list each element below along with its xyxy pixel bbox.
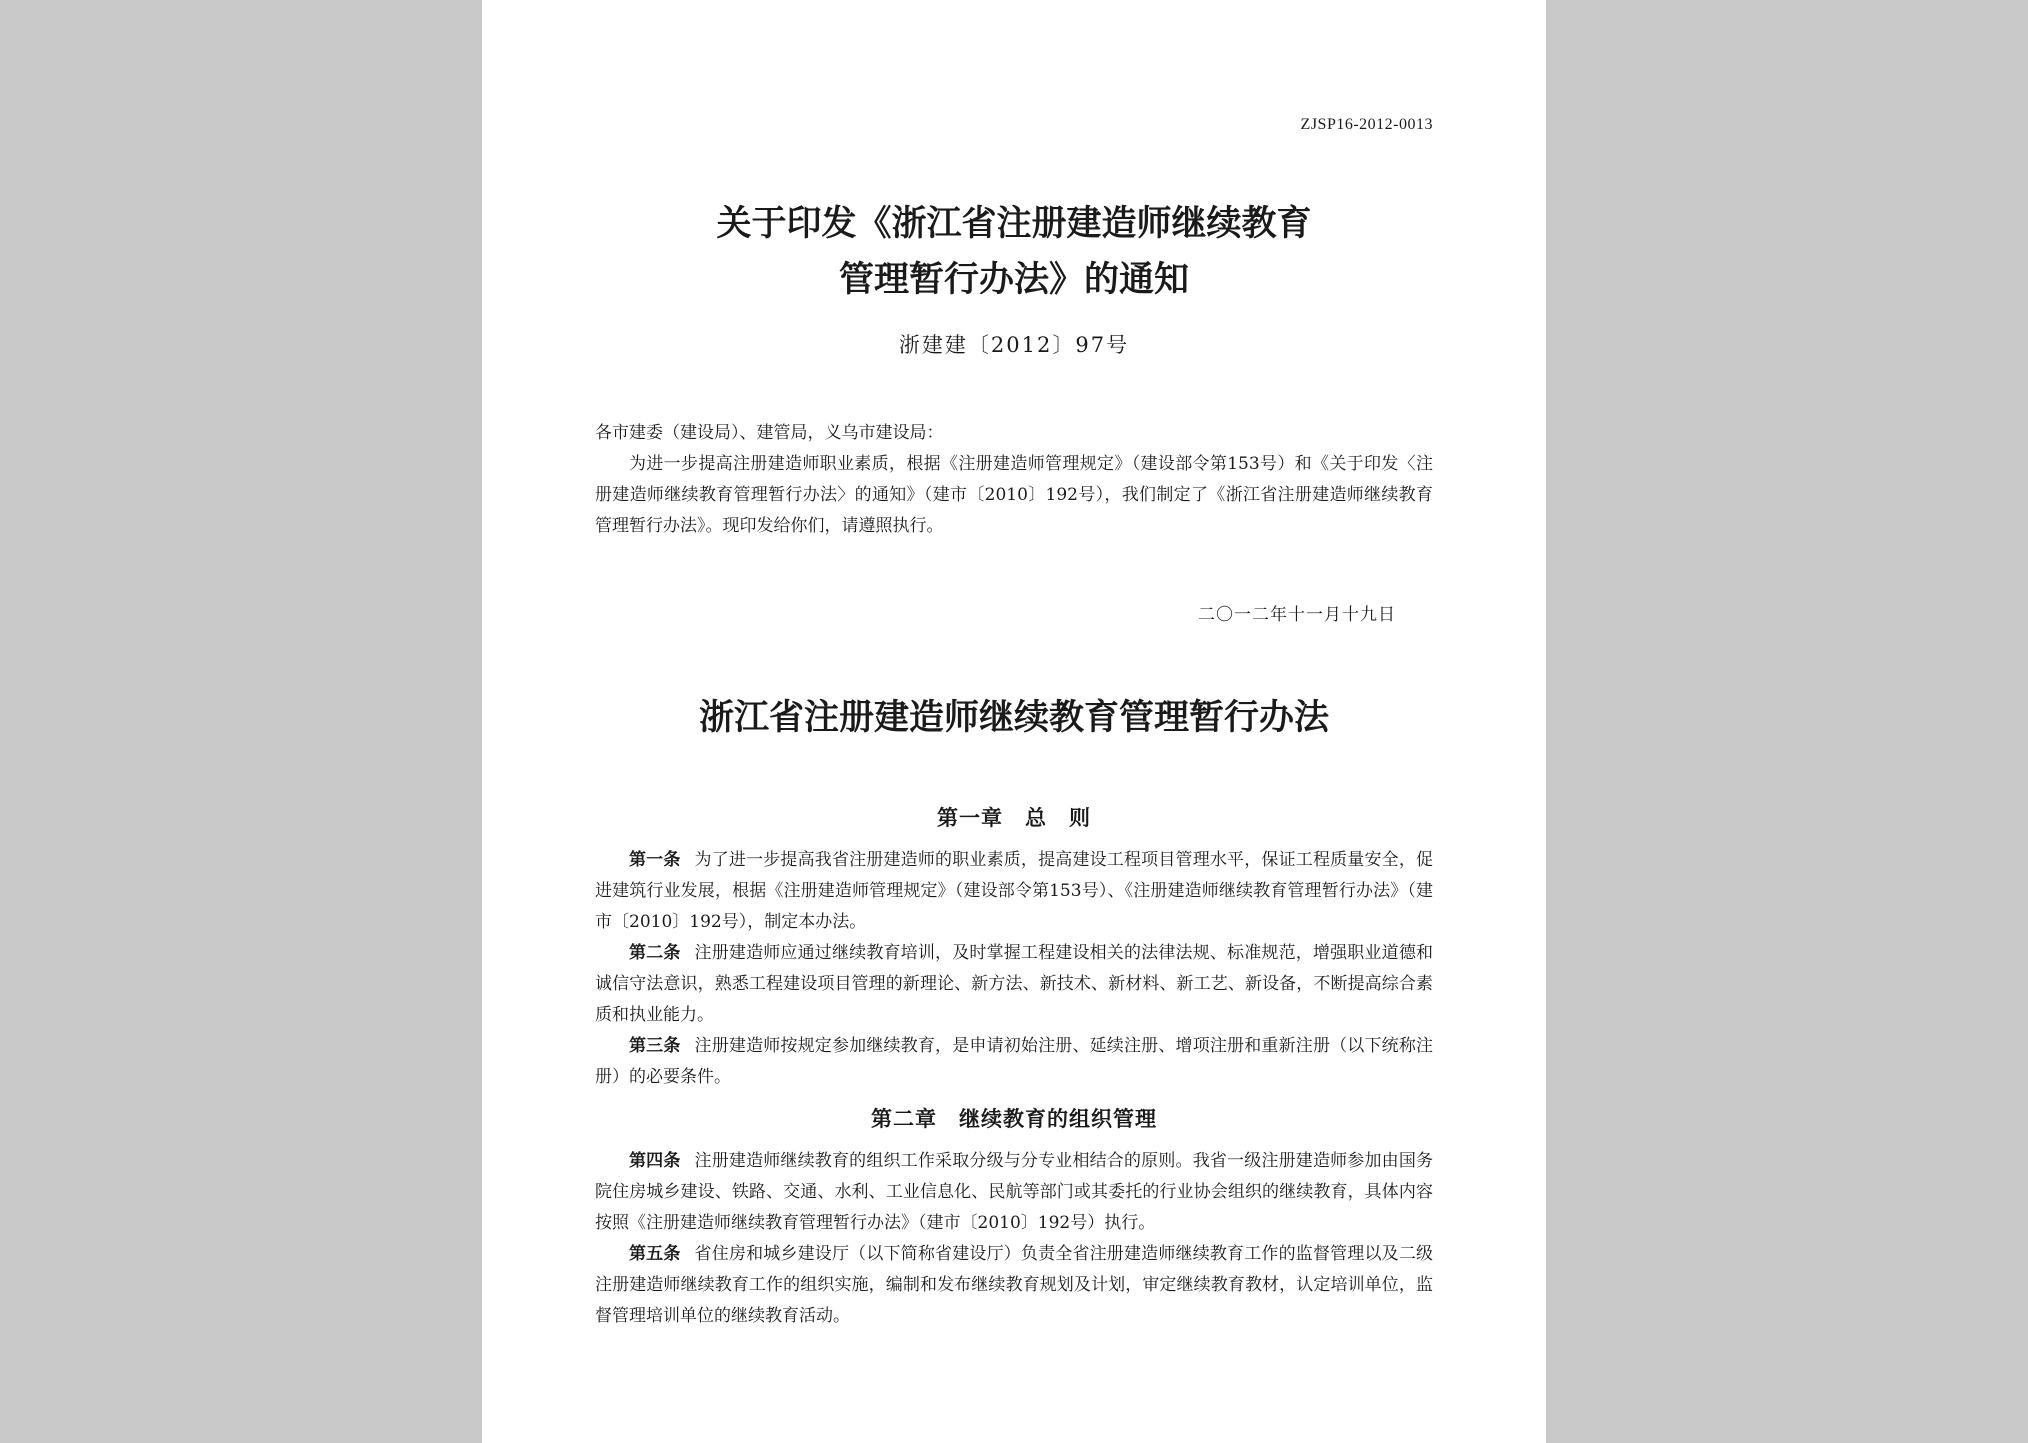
article-text: 注册建造师按规定参加继续教育，是申请初始注册、延续注册、增项注册和重新注册（以下统称注册）的必要条件。 [595,1036,1434,1087]
notice-body [595,418,1433,542]
chapter-heading: 第二章 继续教育的组织管理 [871,1107,1157,1131]
article-label: 第一条 [629,850,681,870]
chapter-1-articles [595,845,1433,1093]
rules-title: 浙江省注册建造师继续教育管理暂行办法 [698,698,1329,738]
document-page [482,0,1546,1443]
notice-title [482,196,1546,308]
article [595,938,1433,1031]
notice-date: 二〇一二年十一月十九日 [1198,605,1396,625]
chapter-heading: 第一章 总 则 [937,806,1091,830]
notice-title-line-2: 管理暂行办法》的通知 [838,260,1189,300]
article-label: 第三条 [629,1036,681,1056]
article [595,1239,1433,1332]
article-label: 第四条 [629,1151,681,1171]
article-label: 第二条 [629,943,681,963]
notice-paragraph: 为进一步提高注册建造师职业素质，根据《注册建造师管理规定》（建设部令第153号）和《关于印发〈注册建造师继续教育管理暂行办法〉的通知》（建市〔2010〕192号），我们制定了《浙江省注册建造师继续教育管理暂行办法》。现印发给你们，请遵照执行。 [595,454,1433,536]
document-number: 浙建建〔2012〕97号 [898,333,1130,357]
article-label: 第五条 [629,1244,681,1264]
article [595,1031,1433,1093]
article-text: 省住房和城乡建设厅（以下简称省建设厅）负责全省注册建造师继续教育工作的监督管理以及二级注册建造师继续教育工作的组织实施，编制和发布继续教育规划及计划，审定继续教育教材，认定培训单位，监督管理培训单位的继续教育活动。 [595,1244,1434,1326]
article-text: 注册建造师继续教育的组织工作采取分级与分专业相结合的原则。我省一级注册建造师参加由国务院住房城乡建设、铁路、交通、水利、工业信息化、民航等部门或其委托的行业协会组织的继续教育，具体内容按照《注册建造师继续教育管理暂行办法》（建市〔2010〕192号）执行。 [595,1151,1434,1233]
article-text: 注册建造师应通过继续教育培训，及时掌握工程建设相关的法律法规、标准规范，增强职业道德和诚信守法意识，熟悉工程建设项目管理的新理论、新方法、新技术、新材料、新工艺、新设备，不断提高综合素质和执业能力。 [595,943,1434,1025]
notice-title-line-1: 关于印发《浙江省注册建造师继续教育 [716,204,1312,244]
document-code: ZJSP16-2012-0013 [1300,116,1433,133]
addressee: 各市建委（建设局）、建管局，义乌市建设局： [595,423,944,443]
article-text: 为了进一步提高我省注册建造师的职业素质，提高建设工程项目管理水平，保证工程质量安全，促进建筑行业发展，根据《注册建造师管理规定》（建设部令第153号）、《注册建造师继续教育管理暂行办法》（建市〔2010〕192号），制定本办法。 [595,850,1434,932]
article [595,1146,1433,1239]
article [595,845,1433,938]
chapter-2-articles [595,1146,1433,1332]
